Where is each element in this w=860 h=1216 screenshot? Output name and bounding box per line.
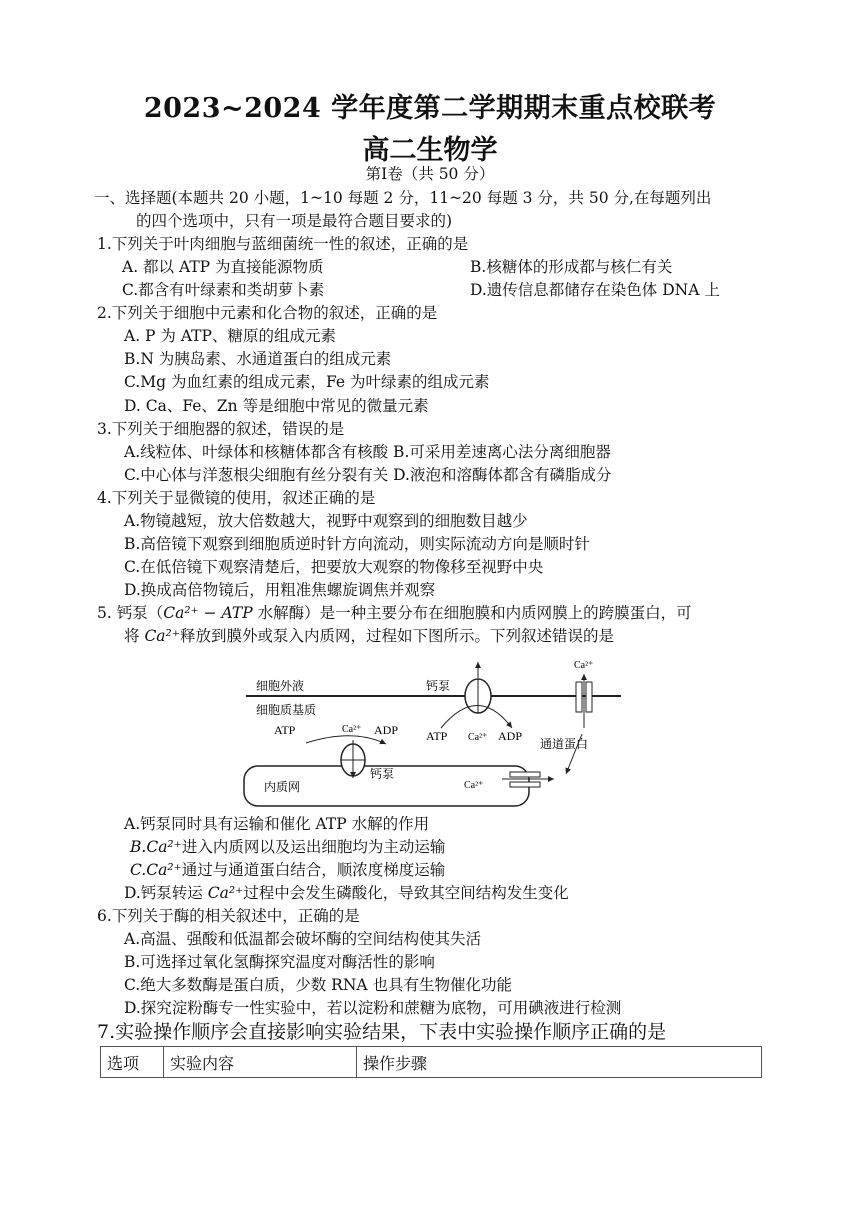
label-cytoplasm: 细胞质基质	[256, 703, 317, 717]
er-channel-bottom	[510, 782, 540, 787]
label-extracellular: 细胞外液	[256, 679, 305, 693]
label-ca-membrane: Ca²⁺	[468, 732, 488, 743]
q3-options-line1: A.线粒体、叶绿体和核糖体都含有核酸 B.可采用差速离心法分离细胞器	[124, 443, 611, 461]
q7-stem: 7.实验操作顺序会直接影响实验结果，下表中实验操作顺序正确的是	[97, 1021, 667, 1043]
q6-stem: 6.下列关于酶的相关叙述中，正确的是	[97, 907, 360, 925]
label-ca-channel: Ca²⁺	[574, 660, 594, 671]
label-adp-membrane: ADP	[498, 729, 523, 743]
q5-option-c: C.Ca²⁺通过与通道蛋白结合，顺浓度梯度运输	[130, 861, 446, 879]
q2-option-c: C.Mg 为血红素的组成元素，Fe 为叶绿素的组成元素	[124, 373, 490, 391]
label-adp-er: ADP	[374, 723, 399, 737]
section-instructions-line2: 的四个选项中，只有一项是最符合题目要求的)	[136, 212, 453, 230]
q6-option-d: D.探究淀粉酶专一性实验中，若以淀粉和蔗糖为底物，可用碘液进行检测	[124, 999, 622, 1017]
label-pump-er: 钙泵	[370, 767, 395, 781]
q1-option-b: B.核糖体的形成都与核仁有关	[470, 258, 673, 276]
volume-label: 第Ⅰ卷（共 50 分）	[365, 165, 495, 183]
q2-option-a: A. P 为 ATP、糖原的组成元素	[124, 327, 336, 345]
q1-option-c: C.都含有叶绿素和类胡萝卜素	[122, 281, 325, 299]
label-atp-er: ATP	[274, 723, 296, 737]
q4-option-c: C.在低倍镜下观察清楚后，把要放大观察的物像移至视野中央	[124, 558, 544, 576]
section-instructions-line1: 一、选择题(本题共 20 小题，1~10 每题 2 分，11~20 每题 3 分，共 50 分,在每题列出	[94, 189, 712, 207]
q3-stem: 3.下列关于细胞器的叙述，错误的是	[97, 420, 345, 438]
q1-stem: 1.下列关于叶肉细胞与蓝细菌统一性的叙述，正确的是	[97, 235, 469, 253]
label-channel-protein: 通道蛋白	[540, 737, 589, 751]
q5-stem-line1: 5. 钙泵（Ca²⁺ − ATP 水解酶）是一种主要分布在细胞膜和内质网膜上的跨膜蛋白，可	[97, 604, 692, 622]
q1-option-d: D.遗传信息都储存在染色体 DNA 上	[470, 281, 720, 299]
q7-table	[100, 1046, 762, 1078]
calcium-pump-diagram	[236, 648, 626, 808]
label-atp-membrane: ATP	[426, 729, 448, 743]
q5-stem-line2: 将 Ca²⁺释放到膜外或泵入内质网，过程如下图所示。下列叙述错误的是	[124, 627, 614, 645]
table-header-content: 实验内容	[164, 1047, 357, 1078]
er-channel-top	[510, 772, 540, 777]
q5-formula: Ca²⁺ − ATP	[163, 604, 253, 622]
q6-option-c: C.绝大多数酶是蛋白质，少数 RNA 也具有生物催化功能	[124, 976, 513, 994]
q5-option-b: B.Ca²⁺进入内质网以及运出细胞均为主动运输	[130, 838, 446, 856]
q2-stem: 2.下列关于细胞中元素和化合物的叙述，正确的是	[97, 304, 438, 322]
q5-option-a: A.钙泵同时具有运输和催化 ATP 水解的作用	[124, 815, 430, 833]
subject-title: 高二生物学	[362, 135, 498, 166]
exam-title: 2023~2024 学年度第二学期期末重点校联考	[143, 93, 717, 124]
q4-stem: 4.下列关于显微镜的使用，叙述正确的是	[97, 489, 376, 507]
q4-option-a: A.物镜越短，放大倍数越大，视野中观察到的细胞数目越少	[124, 512, 528, 530]
q6-option-a: A.高温、强酸和低温都会破坏酶的空间结构使其失活	[124, 930, 482, 948]
label-er: 内质网	[264, 780, 301, 794]
channel-right	[586, 682, 592, 712]
channel-left	[576, 682, 582, 712]
table-header-option: 选项	[101, 1047, 164, 1078]
label-pump-membrane: 钙泵	[426, 679, 451, 693]
q3-options-line2: C.中心体与洋葱根尖细胞有丝分裂有关 D.液泡和溶酶体都含有磷脂成分	[124, 466, 612, 484]
table-header-steps: 操作步骤	[357, 1047, 762, 1078]
q5-option-d: D.钙泵转运 Ca²⁺过程中会发生磷酸化，导致其空间结构发生变化	[124, 884, 569, 902]
q1-option-a: A. 都以 ATP 为直接能源物质	[122, 258, 324, 276]
label-ca-er: Ca²⁺	[342, 724, 362, 735]
q6-option-b: B.可选择过氧化氢酶探究温度对酶活性的影响	[124, 953, 435, 971]
q2-option-d: D. Ca、Fe、Zn 等是细胞中常见的微量元素	[124, 397, 429, 415]
label-ca-er-inside: Ca²⁺	[464, 780, 484, 791]
q4-option-b: B.高倍镜下观察到细胞质逆时针方向流动，则实际流动方向是顺时针	[124, 535, 590, 553]
q2-option-b: B.N 为胰岛素、水通道蛋白的组成元素	[124, 350, 392, 368]
table-header-row	[101, 1047, 762, 1078]
q4-option-d: D.换成高倍物镜后，用粗准焦螺旋调焦并观察	[124, 581, 436, 599]
